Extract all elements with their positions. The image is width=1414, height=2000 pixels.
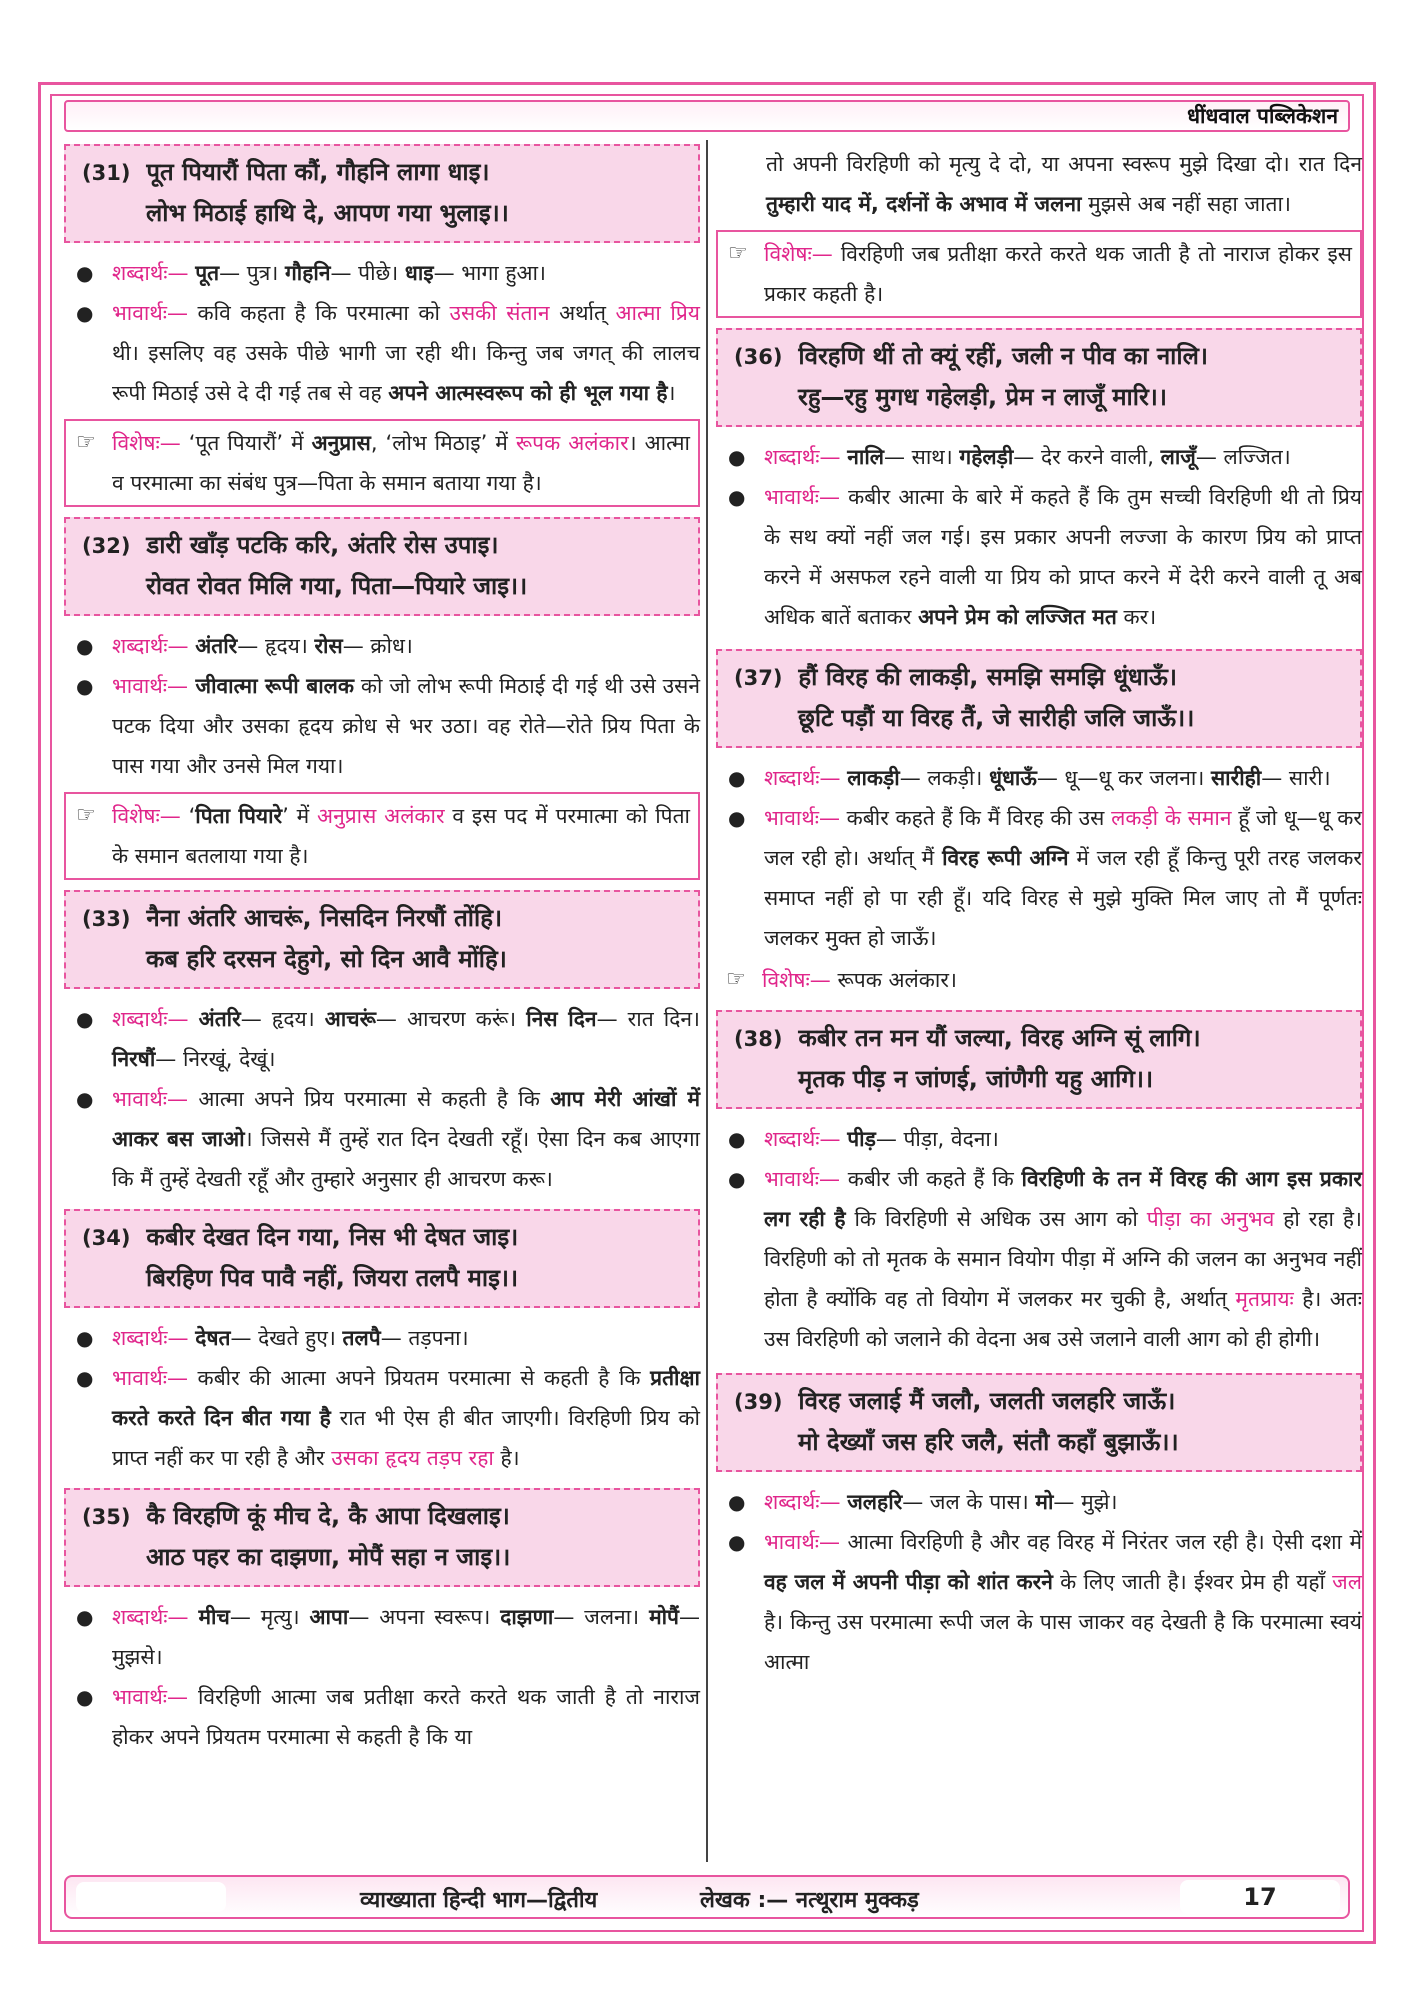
meaning: — जल के पास। <box>902 1490 1029 1514</box>
pointing-hand-icon: ☞ <box>726 967 746 992</box>
text: है। अतः उस विरहिणी को जलाने की वेदना अब उसे जलाने वाली आग को ही होगी। <box>764 1287 1362 1351</box>
text: ‘ <box>180 804 196 828</box>
text: के लिए जाती है। ईश्वर प्रेम ही यहाँ <box>1052 1570 1333 1594</box>
verse-number: (39) <box>734 1390 783 1414</box>
vishesh-label: विशेषः— <box>112 804 181 828</box>
bhavarth-38 <box>716 1159 1362 1359</box>
column-divider <box>706 140 708 1862</box>
shabdarth-31 <box>64 253 700 293</box>
verse-line: नैना अंतरि आचरूं, निसदिन निरषौं तोंहि। <box>146 904 503 932</box>
verse-line: रोवत रोवत मिलि गया, पिता—पियारे जाइ।। <box>146 572 528 600</box>
meaning: — हृदय। <box>240 1007 315 1031</box>
text: कर। <box>1116 605 1157 629</box>
shabdarth-label: शब्दार्थः— <box>764 1127 841 1151</box>
verse-line: कै विरहणि कूं मीच दे, कै आपा दिखलाइ। <box>146 1502 510 1530</box>
highlight: पीड़ा का अनुभव <box>1146 1207 1275 1231</box>
bullet-icon: ● <box>76 1366 94 1390</box>
shabdarth-33 <box>64 999 700 1079</box>
text: कबीर आत्मा के बारे में कहते हैं कि तुम सच्ची विरहिणी थी तो प्रिय के सथ क्यों नहीं जल गई। इस प्रकार अपनी लज्जा के कारण प्रिय को प्राप्त करने में असफल रहने वाली या प्रिय को प्राप्त करने में देरी करने वाली तू अब अधिक बातें बताकर <box>764 485 1362 629</box>
shabdarth-39 <box>716 1482 1362 1522</box>
term: लाजूँ <box>1160 445 1196 469</box>
highlight: अनुप्रास अलंकार <box>317 804 445 828</box>
verse-line: कबीर देखत दिन गया, निस भी देषत जाइ। <box>146 1223 519 1251</box>
shabdarth-label: शब्दार्थः— <box>112 1326 189 1350</box>
bullet-icon: ● <box>728 806 746 830</box>
pointing-hand-icon: ☞ <box>728 241 748 266</box>
vishesh-31 <box>64 419 700 507</box>
meaning: — क्रोध। <box>342 634 413 658</box>
text: कबीर की आत्मा अपने प्रियतम परमात्मा से कहती है कि <box>187 1366 651 1390</box>
bhavarth-32 <box>64 666 700 786</box>
emphasis: विरहिणी के तन में विरह की आग इस प्रकार लग रही है <box>764 1167 1362 1231</box>
bullet-icon: ● <box>76 1605 94 1629</box>
term: पूत <box>195 261 220 285</box>
bhavarth-39 <box>716 1522 1362 1682</box>
bullet-icon: ● <box>728 1127 746 1151</box>
verse-number: (32) <box>82 534 131 558</box>
meaning: — रात दिन। <box>596 1007 700 1031</box>
term: लाकड़ी <box>847 766 900 790</box>
emphasis: तुम्हारी याद में, दर्शनों के अभाव में जलना <box>766 192 1082 216</box>
bullet-icon: ● <box>76 1087 94 1111</box>
bhavarth-37 <box>716 798 1362 958</box>
meaning: — साथ। <box>884 445 953 469</box>
term: निस दिन <box>526 1007 597 1031</box>
bhavarth-label: भावार्थः— <box>112 674 188 698</box>
verse-39 <box>716 1373 1362 1472</box>
bullet-icon: ● <box>76 1685 94 1709</box>
bhavarth-35 <box>64 1677 700 1757</box>
highlight: उसकी संतान <box>449 301 550 325</box>
text: को जो लोभ रूपी मिठाई दी गई थी उसे उसने पटक दिया और उसका हृदय क्रोध से भर उठा। वह रोते—रोते प्रिय पिता के पास गया और उनसे मिल गया। <box>112 674 700 778</box>
shabdarth-34 <box>64 1318 700 1358</box>
term: दाझणा <box>500 1605 554 1629</box>
term: मोपैं <box>649 1605 679 1629</box>
meaning: — मुझे। <box>1053 1490 1118 1514</box>
shabdarth-38 <box>716 1119 1362 1159</box>
verse-36 <box>716 328 1362 427</box>
term: पीड़ <box>847 1127 876 1151</box>
emphasis: अनुप्रास <box>311 431 371 455</box>
bullet-icon: ● <box>728 1490 746 1514</box>
shabdarth-35 <box>64 1597 700 1677</box>
term: धाइ <box>404 261 434 285</box>
term: जलहरि <box>847 1490 903 1514</box>
text: । आत्मा व परमात्मा का संबंध पुत्र—पिता के समान बताया गया है। <box>112 431 690 495</box>
highlight: मृतप्रायः <box>1235 1287 1294 1311</box>
bullet-icon: ● <box>728 766 746 790</box>
verse-line: बिरहिण पिव पावै नहीं, जियरा तलपै माइ।। <box>146 1264 519 1292</box>
publisher-name: धींधवाल पब्लिकेशन <box>1187 104 1338 128</box>
text: कबीर जी कहते हैं कि <box>839 1167 1022 1191</box>
text: कि विरहिणी से अधिक उस आग को <box>845 1207 1147 1231</box>
verse-line: छूटि पड़ौं या विरह तैं, जे सारीही जलि जाऊँ।। <box>798 704 1195 732</box>
bhavarth-label: भावार्थः— <box>764 1167 840 1191</box>
term: निरषौं <box>112 1047 156 1071</box>
verse-number: (34) <box>82 1226 131 1250</box>
text: हो रहा है। विरहिणी को तो मृतक के समान वियोग पीड़ा में अग्नि की जलन का अनुभव नहीं होता है क्योंकि वह तो वियोग में जलकर मर चुकी है, अर्थात् <box>764 1207 1362 1311</box>
author-name: लेखक :— नत्थूराम मुक्कड़ <box>700 1888 919 1913</box>
shabdarth-label: शब्दार्थः— <box>764 445 841 469</box>
text: अर्थात् <box>549 301 616 325</box>
verse-number: (36) <box>734 345 783 369</box>
text: । जिससे मैं तुम्हें रात दिन देखती रहूँ। ऐसा दिन कब आएगा कि मैं तुम्हें देखती रहूँ और तुम्हारे अनुसार ही आचरण करू। <box>112 1127 700 1191</box>
meaning: — देर करने वाली, <box>1013 445 1154 469</box>
meaning: — लज्जित। <box>1195 445 1291 469</box>
text: मुझसे अब नहीं सहा जाता। <box>1081 192 1291 216</box>
bullet-icon: ● <box>76 301 94 325</box>
meaning: — तड़पना। <box>380 1326 469 1350</box>
verse-line: मृतक पीड़ न जांणई, जांणैगी यहु आगि।। <box>798 1065 1154 1093</box>
verse-35 <box>64 1488 700 1587</box>
emphasis: पिता पियारे <box>195 804 283 828</box>
text: रूपक अलंकार। <box>830 968 957 992</box>
text: है। किन्तु उस परमात्मा रूपी जल के पास जाकर वह देखती है कि परमात्मा स्वयं आत्मा <box>764 1610 1362 1674</box>
bullet-icon: ● <box>728 445 746 469</box>
bullet-icon: ● <box>76 261 94 285</box>
bhavarth-33 <box>64 1079 700 1199</box>
meaning: — पीड़ा, वेदना। <box>875 1127 999 1151</box>
text: कवि कहता है कि परमात्मा को <box>187 301 450 325</box>
meaning: — पुत्र। <box>219 261 279 285</box>
text: आत्मा विरहिणी है और वह विरह में निरंतर जल रही है। ऐसी दशा में <box>839 1530 1362 1554</box>
verse-31 <box>64 144 700 243</box>
emphasis: अपने आत्मस्वरूप को ही भूल गया है <box>388 381 668 405</box>
vishesh-label: विशेषः— <box>764 242 833 266</box>
text: ‘पूत पियारौं’ में <box>180 431 312 455</box>
text: व इस पद में परमात्मा को पिता के समान बतलाया गया है। <box>112 804 690 868</box>
text: विरहिणी आत्मा जब प्रतीक्षा करते करते थक जाती है तो नाराज होकर अपने प्रियतम परमात्मा से कहती है कि या <box>112 1685 700 1749</box>
meaning: — भागा हुआ। <box>433 261 546 285</box>
term: गहेलड़ी <box>959 445 1014 469</box>
verse-37 <box>716 649 1362 748</box>
term: देषत <box>195 1326 231 1350</box>
term: अंतरि <box>198 1007 241 1031</box>
meaning: — मृत्यु। <box>229 1605 300 1629</box>
highlight: लकड़ी के समान <box>1111 806 1232 830</box>
verse-34 <box>64 1209 700 1308</box>
emphasis: जीवात्मा रूपी बालक <box>187 674 355 698</box>
bhavarth-label: भावार्थः— <box>112 1685 188 1709</box>
footer-blank-box <box>76 1882 226 1912</box>
bhavarth-label: भावार्थः— <box>764 1530 840 1554</box>
highlight: आत्मा प्रिय <box>615 301 700 325</box>
verse-number: (35) <box>82 1505 131 1529</box>
left-column <box>64 144 700 1757</box>
shabdarth-32 <box>64 626 700 666</box>
highlight: जल <box>1332 1570 1362 1594</box>
bullet-icon: ● <box>76 674 94 698</box>
meaning: — धू—धू कर जलना। <box>1036 766 1205 790</box>
highlight: रूपक अलंकार <box>515 431 629 455</box>
vishesh-32 <box>64 792 700 880</box>
text: है। <box>493 1446 520 1470</box>
term: अंतरि <box>195 634 238 658</box>
text: , ‘लोभ मिठाइ’ में <box>370 431 516 455</box>
term: तलपै <box>342 1326 381 1350</box>
verse-number: (38) <box>734 1027 783 1051</box>
meaning: — जलना। <box>553 1605 640 1629</box>
book-title: व्याख्याता हिन्दी भाग—द्वितीय <box>360 1888 598 1913</box>
meaning: — लकड़ी। <box>899 766 983 790</box>
emphasis: अपने प्रेम को लज्जित मत <box>918 605 1117 629</box>
header-bar <box>64 100 1350 132</box>
shabdarth-label: शब्दार्थः— <box>112 634 189 658</box>
verse-line: विरह जलाई मैं जलौ, जलती जलहरि जाऊँ। <box>798 1387 1176 1415</box>
bhavarth-label: भावार्थः— <box>112 301 188 325</box>
shabdarth-label: शब्दार्थः— <box>764 1490 841 1514</box>
text: ’ में <box>282 804 318 828</box>
shabdarth-37 <box>716 758 1362 798</box>
text: में जल रही हूँ किन्तु पूरी तरह जलकर समाप्त नहीं हो पा रही हूँ। यदि विरह से मुझे मुक्ति मिल जाए तो मैं पूर्णतः जलकर मुक्त हो जाऊँ। <box>764 846 1362 950</box>
bullet-icon: ● <box>728 1167 746 1191</box>
verse-line: विरहणि थीं तो क्यूं रहीं, जली न पीव का नालि। <box>798 342 1208 370</box>
pointing-hand-icon: ☞ <box>76 430 96 455</box>
verse-line: हौं विरह की लाकड़ी, समझि समझि धूंधाऊँ। <box>798 663 1177 691</box>
bullet-icon: ● <box>76 1007 94 1031</box>
term: मो <box>1035 1490 1054 1514</box>
verse-number: (37) <box>734 666 783 690</box>
shabdarth-label: शब्दार्थः— <box>112 1605 189 1629</box>
emphasis: विरह रूपी अग्नि <box>942 846 1069 870</box>
verse-number: (33) <box>82 907 131 931</box>
term: गौहनि <box>284 261 331 285</box>
text: हूँ जो धू—धू कर जल रही हो। अर्थात् मैं <box>764 806 1363 870</box>
bhavarth-36 <box>716 477 1362 637</box>
term: रोस <box>314 634 343 658</box>
meaning: — पीछे। <box>330 261 399 285</box>
emphasis: प्रतीक्षा करते करते दिन बीत गया है <box>112 1366 700 1430</box>
verse-line: आठ पहर का दाझणा, मोपैं सहा न जाइ।। <box>146 1543 511 1571</box>
bullet-icon: ● <box>728 1530 746 1554</box>
meaning: — आचरण करूं। <box>375 1007 517 1031</box>
term: सारीही <box>1210 766 1262 790</box>
pointing-hand-icon: ☞ <box>76 803 96 828</box>
right-column <box>716 144 1362 1682</box>
bhavarth-label: भावार्थः— <box>112 1087 188 1111</box>
verse-38 <box>716 1010 1362 1109</box>
verse-line: मो देख्याँ जस हरि जलै, संतौ कहाँ बुझाऊँ।। <box>798 1428 1179 1456</box>
verse-line: कबीर तन मन यौं जल्या, विरह अग्नि सूं लागि। <box>798 1024 1201 1052</box>
bullet-icon: ● <box>728 485 746 509</box>
verse-32 <box>64 517 700 616</box>
bhavarth-label: भावार्थः— <box>764 485 840 509</box>
verse-line: डारी खाँड़ पटकि करि, अंतरि रोस उपाइ। <box>146 531 499 559</box>
verse-line: कब हरि दरसन देहुगे, सो दिन आवै मोंहि। <box>146 945 507 973</box>
term: मीच <box>198 1605 230 1629</box>
vishesh-label: विशेषः— <box>112 431 181 455</box>
meaning: — देखते हुए। <box>230 1326 336 1350</box>
text: तो अपनी विरहिणी को मृत्यु दे दो, या अपना स्वरूप मुझे दिखा दो। रात दिन <box>766 152 1362 176</box>
term: आपा <box>309 1605 349 1629</box>
shabdarth-label: शब्दार्थः— <box>112 1007 189 1031</box>
bullet-icon: ● <box>76 1326 94 1350</box>
verse-line: रहु—रहु मुगध गहेलड़ी, प्रेम न लाजूँ मारि।। <box>798 383 1167 411</box>
text: रात भी ऐस ही बीत जाएगी। विरहिणी प्रिय को प्राप्त नहीं कर पा रही है और <box>112 1406 700 1470</box>
term: नालि <box>847 445 884 469</box>
shabdarth-36 <box>716 437 1362 477</box>
verse-line: लोभ मिठाई हाथि दे, आपण गया भुलाइ।। <box>146 199 509 227</box>
highlight: उसका हृदय तड़प रहा <box>331 1446 494 1470</box>
bhavarth-label: भावार्थः— <box>112 1366 188 1390</box>
vishesh-37 <box>716 958 1362 1002</box>
page-number: 17 <box>1180 1880 1340 1914</box>
text: आत्मा अपने प्रिय परमात्मा से कहती है कि <box>187 1087 551 1111</box>
bhavarth-31 <box>64 293 700 413</box>
verse-number: (31) <box>82 161 131 185</box>
vishesh-label: विशेषः— <box>762 968 831 992</box>
meaning: — सारी। <box>1261 766 1331 790</box>
bhavarth-35-continued <box>716 144 1362 224</box>
meaning: — हृदय। <box>237 634 308 658</box>
bullet-icon: ● <box>76 634 94 658</box>
verse-33 <box>64 890 700 989</box>
shabdarth-label: शब्दार्थः— <box>112 261 189 285</box>
vishesh-35 <box>716 230 1362 318</box>
meaning: — निरखूं, देखूं। <box>155 1047 276 1071</box>
text: । <box>667 381 676 405</box>
meaning: — मुझसे। <box>112 1605 700 1669</box>
meaning: — अपना स्वरूप। <box>348 1605 491 1629</box>
bhavarth-34 <box>64 1358 700 1478</box>
bhavarth-label: भावार्थः— <box>764 806 840 830</box>
shabdarth-label: शब्दार्थः— <box>764 766 841 790</box>
text: कबीर कहते हैं कि मैं विरह की उस <box>839 806 1112 830</box>
verse-line: पूत पियारौं पिता कौं, गौहनि लागा धाइ। <box>146 158 490 186</box>
term: धूंधाऊँ <box>989 766 1037 790</box>
term: आचरूं <box>324 1007 376 1031</box>
emphasis: वह जल में अपनी पीड़ा को शांत करने <box>764 1570 1053 1594</box>
emphasis: आप मेरी आंखों में आकर बस जाओ <box>112 1087 700 1151</box>
text: थी। इसलिए वह उसके पीछे भागी जा रही थी। किन्तु जब जगत् की लालच रूपी मिठाई उसे दे दी गई तब से वह <box>112 341 700 405</box>
text: विरहिणी जब प्रतीक्षा करते करते थक जाती है तो नाराज होकर इस प्रकार कहती है। <box>764 242 1352 306</box>
